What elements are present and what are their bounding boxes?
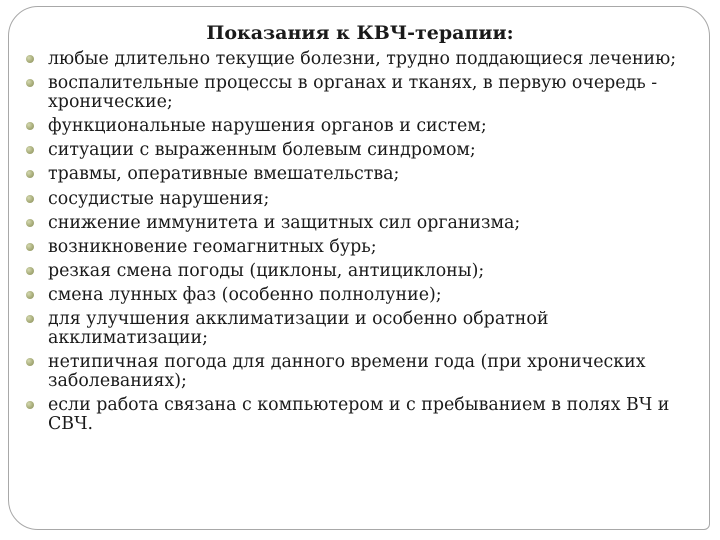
bullet-icon [26, 170, 34, 178]
bullet-text: для улучшения акклиматизации и особенно обратной акклиматизации; [48, 309, 549, 349]
bullet-item [22, 238, 692, 257]
bullet-icon [26, 219, 34, 227]
bullet-icon [26, 195, 34, 203]
bullet-list [22, 50, 692, 439]
bullet-icon [26, 401, 34, 409]
bullet-text: снижение иммунитета и защитных сил организма; [48, 212, 521, 233]
bullet-item [22, 117, 692, 136]
bullet-text: если работа связана с компьютером и с пребыванием в полях ВЧ и СВЧ. [48, 395, 670, 434]
bullet-text: смена лунных фаз (особенно полнолуние); [48, 285, 442, 306]
bullet-item [22, 262, 692, 281]
bullet-text: ситуации с выраженным болевым синдромом; [48, 140, 476, 161]
bullet-icon [26, 267, 34, 275]
bullet-icon [26, 79, 34, 87]
bullet-icon [26, 243, 34, 251]
bullet-icon [26, 55, 34, 63]
bullet-text: резкая смена погоды (циклоны, антициклоны); [48, 261, 485, 282]
bullet-item [22, 353, 692, 390]
bullet-text: травмы, оперативные вмешательства; [48, 164, 400, 185]
bullet-text: возникновение геомагнитных бурь; [48, 236, 377, 257]
bullet-text: воспалительные процессы в органах и тканях, в первую очередь - хронические; [48, 73, 658, 112]
bullet-item [22, 310, 692, 347]
bullet-icon [26, 291, 34, 299]
bullet-item [22, 214, 692, 233]
bullet-text: сосудистые нарушения; [48, 188, 270, 209]
bullet-icon [26, 315, 34, 323]
bullet-text: любые длительно текущие болезни, трудно поддающиеся лечению; [48, 49, 677, 69]
bullet-item [22, 396, 692, 433]
bullet-icon [26, 146, 34, 154]
bullet-text: функциональные нарушения органов и систем; [48, 115, 487, 136]
bullet-item [22, 165, 692, 184]
bullet-text: нетипичная погода для данного времени года (при хронических заболеваниях); [48, 352, 646, 391]
bullet-item [22, 74, 692, 111]
bullet-item [22, 286, 692, 305]
bullet-icon [26, 122, 34, 130]
bullet-item [22, 50, 692, 69]
bullet-item [22, 190, 692, 209]
bullet-icon [26, 358, 34, 366]
slide-title: Показания к КВЧ-терапии: [206, 22, 514, 44]
bullet-item [22, 141, 692, 160]
